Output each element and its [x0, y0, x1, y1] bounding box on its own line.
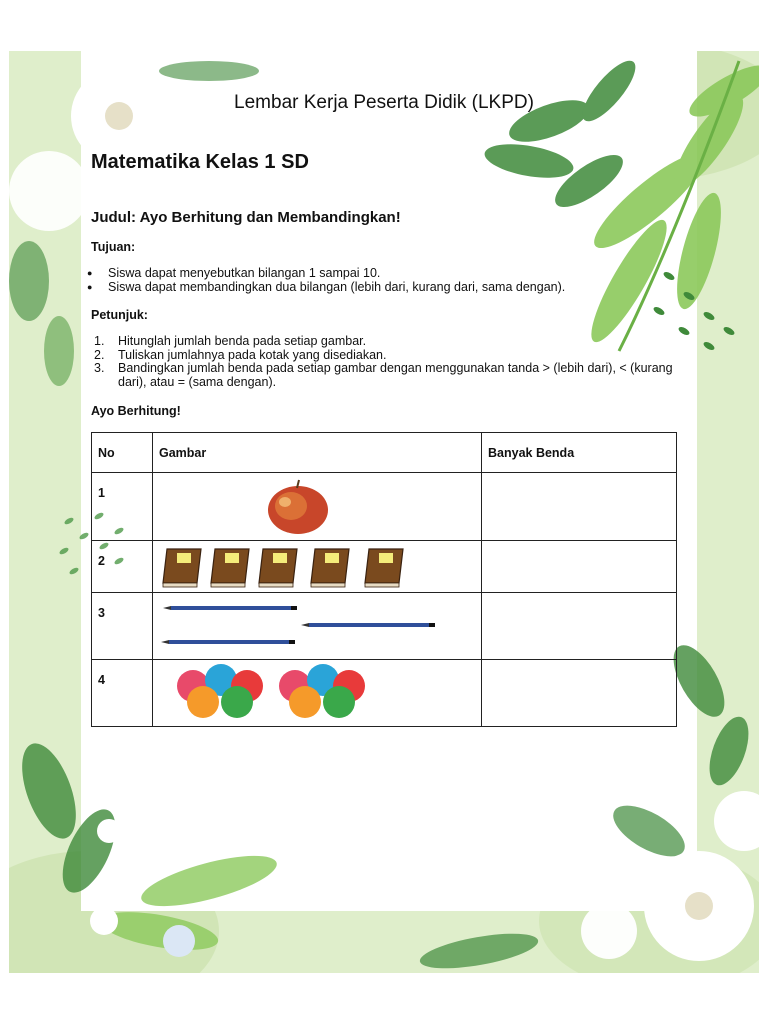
answer-cell[interactable] [482, 660, 677, 727]
table-row [92, 593, 677, 660]
header-no: No [92, 433, 153, 473]
petunjuk-list [94, 335, 674, 390]
table-header-row [92, 433, 677, 473]
list-item [94, 335, 674, 349]
step-number: 3. [94, 361, 105, 376]
list-item [94, 362, 674, 389]
row-number-cell [92, 473, 153, 541]
section-label: Ayo Berhitung! [91, 404, 181, 418]
pencils-picture [161, 599, 461, 659]
pencil-icon [163, 606, 297, 610]
table-row [92, 660, 677, 727]
row-number-cell [92, 660, 153, 727]
tujuan-label: Tujuan: [91, 240, 136, 254]
answer-cell[interactable] [482, 593, 677, 660]
row-number: 4 [98, 673, 105, 687]
list-item: ● Siswa dapat menyebutkan bilangan 1 sampai 10. [87, 266, 565, 280]
counting-table [91, 432, 677, 727]
apple-icon [263, 476, 333, 536]
balloon-icon [177, 664, 263, 718]
header-banyak-benda: Banyak Benda [482, 433, 677, 473]
balloons-picture [171, 662, 391, 726]
step-text: Tuliskan jumlahnya pada kotak yang disediakan. [118, 347, 387, 362]
book-icon [259, 549, 297, 587]
pencil-icon [301, 623, 435, 627]
table-row [92, 473, 677, 541]
balloon-icon [279, 664, 365, 718]
row-number: 3 [98, 606, 105, 620]
step-number: 1. [94, 334, 105, 348]
page-title: Lembar Kerja Peserta Didik (LKPD) [234, 92, 534, 113]
step-text: Hitunglah jumlah benda pada setiap gambar. [118, 334, 367, 348]
worksheet-title: Judul: Ayo Berhitung dan Membandingkan! [91, 209, 401, 226]
row-number-cell [92, 593, 153, 660]
step-number: 2. [94, 347, 105, 362]
petunjuk-label: Petunjuk: [91, 308, 148, 322]
answer-cell[interactable] [482, 473, 677, 541]
list-item: ● Siswa dapat membandingkan dua bilangan (lebih dari, kurang dari, sama dengan). [87, 280, 565, 294]
row-number: 2 [98, 554, 105, 568]
book-icon [311, 549, 349, 587]
answer-cell[interactable] [482, 541, 677, 593]
picture-cell [153, 473, 482, 541]
books-picture [161, 545, 477, 593]
picture-cell [153, 593, 482, 660]
book-icon [211, 549, 249, 587]
header-gambar: Gambar [153, 433, 482, 473]
subject-heading: Matematika Kelas 1 SD [91, 151, 309, 173]
book-icon [163, 549, 201, 587]
table-row [92, 541, 677, 593]
book-icon [365, 549, 403, 587]
list-item [94, 349, 674, 363]
row-number-cell [92, 541, 153, 593]
row-number: 1 [98, 486, 105, 500]
step-text: Bandingkan jumlah benda pada setiap gambar dengan menggunakan tanda > (lebih dari), < (kurang dari), atau = (sama dengan). [118, 361, 673, 390]
tujuan-list [87, 266, 565, 294]
picture-cell [153, 660, 482, 727]
pencil-icon [161, 640, 295, 644]
picture-cell [153, 541, 482, 593]
